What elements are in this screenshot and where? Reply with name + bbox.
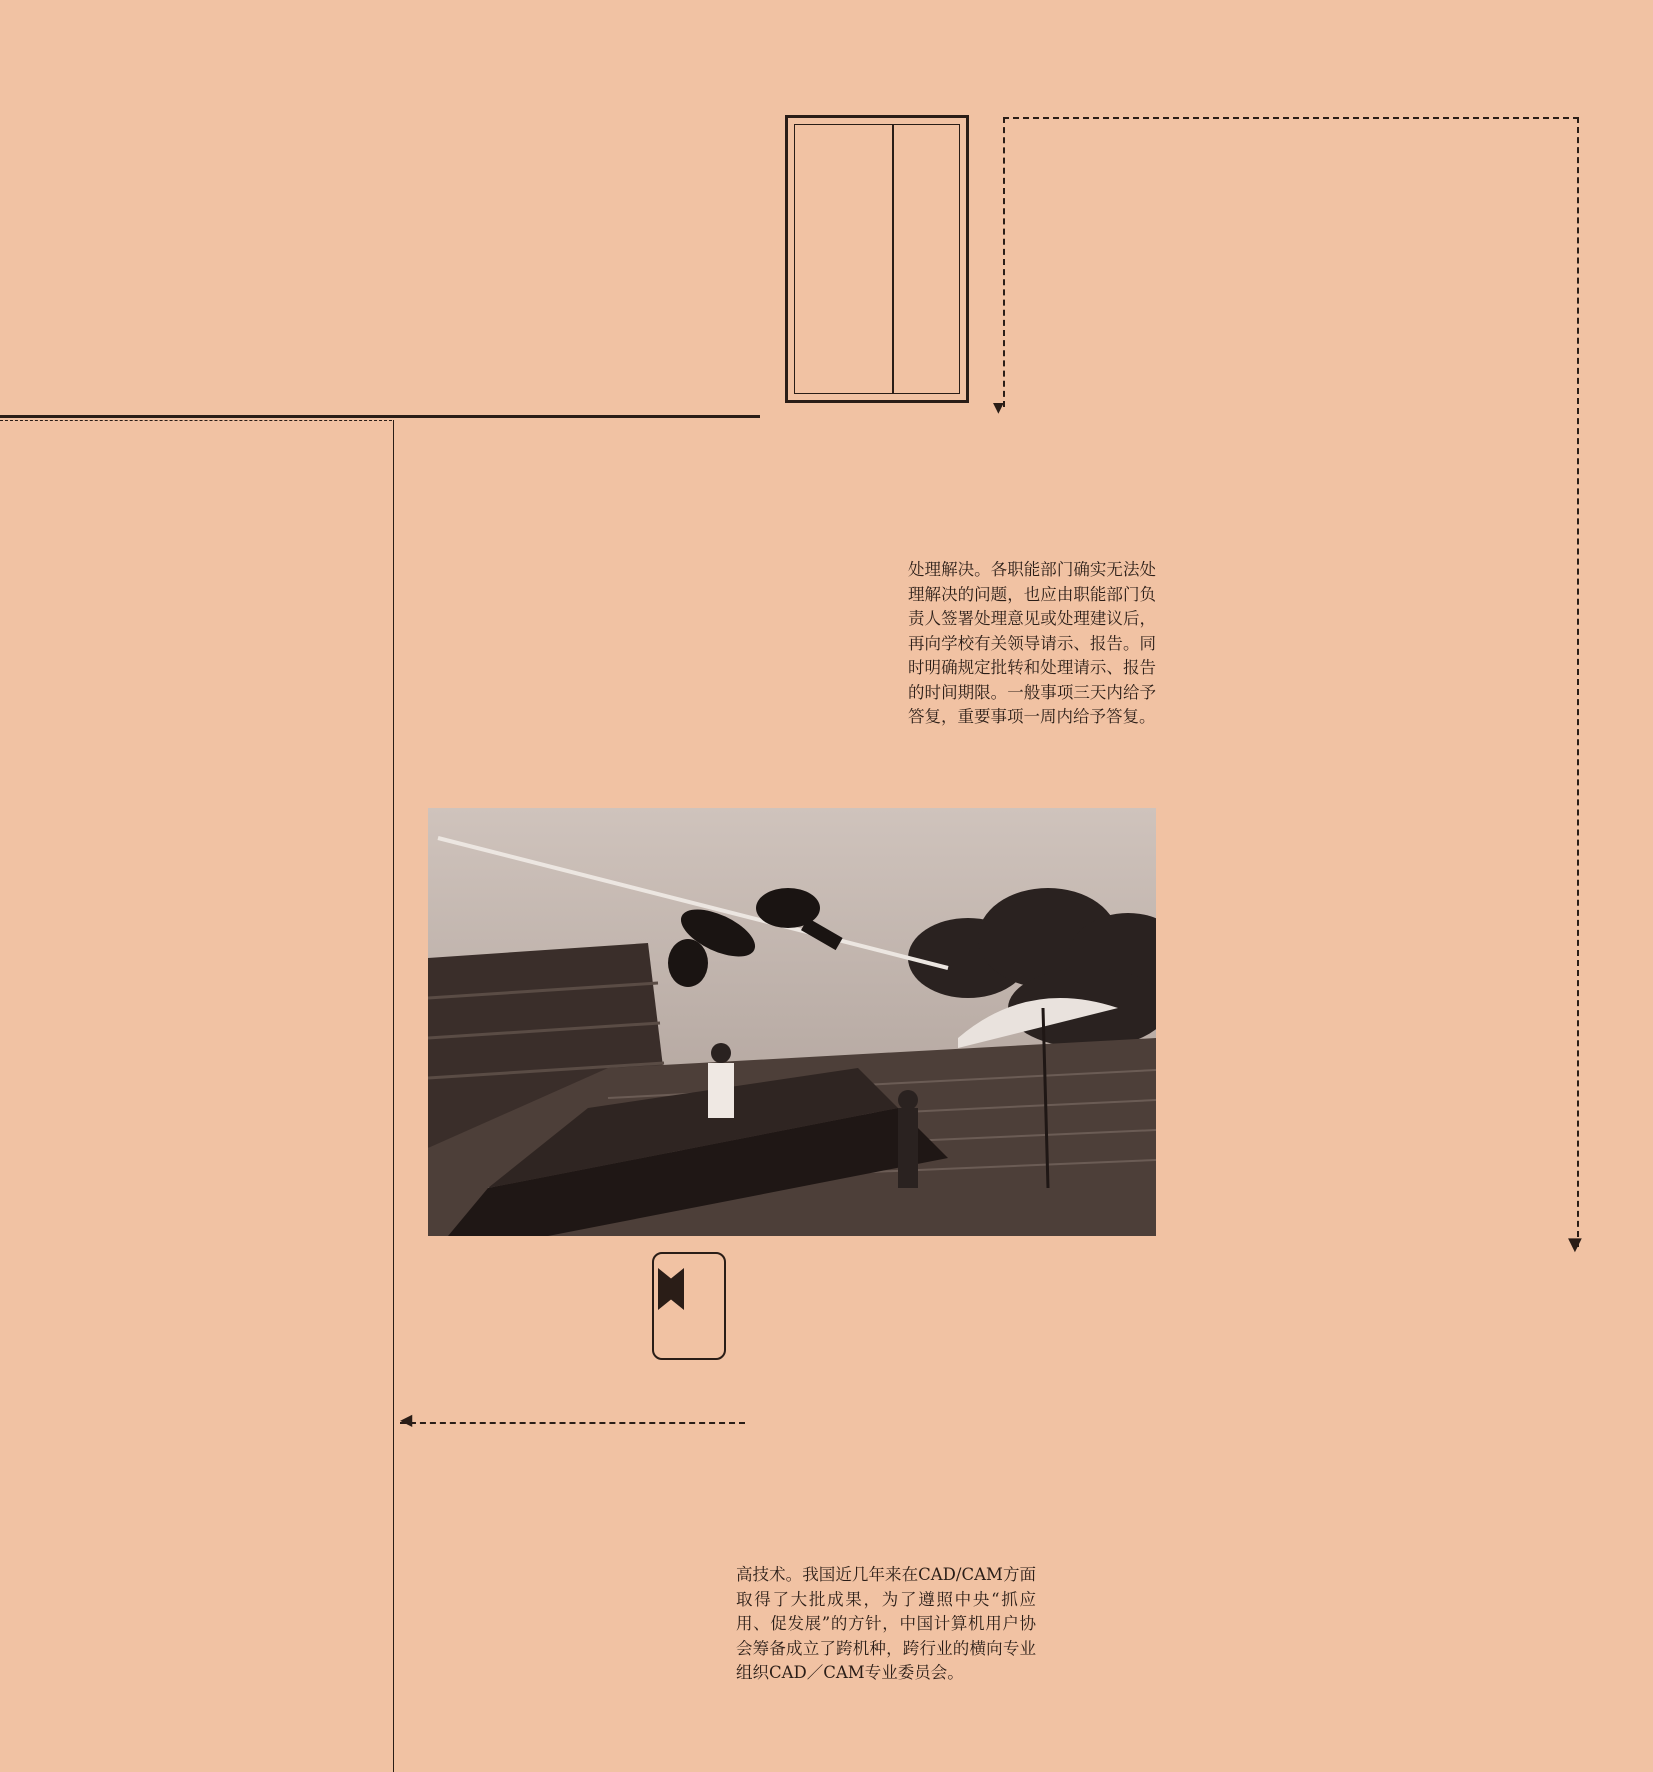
high-jump-photo-image [428,808,1156,1236]
youth-story-col2 [1055,1476,1305,1772]
right-story-upper [1022,128,1410,425]
center-story-col2 [655,558,893,798]
cad-story-col2: 高技术。我国近几年来在CAD/CAM方面取得了大批成果，为了遵照中央“抓应用、促发展”的方针，中国计算机用户协会筹备成立了跨机种，跨行业的横向专业组织CAD／CAM专业委员会。 [736,1565,1036,1682]
high-jump-photo [428,808,1156,1236]
center-story-col3: 处理解决。各职能部门确实无法处理解决的问题，也应由职能部门负责人签署处理意见或处理建议后，再向学校有关领导请示、报告。同时明确规定批转和处理请示、报告的时间期限。一般事项三天内给予答复，重要事项一周内给予答复。 [908,560,1156,726]
arrow-marker-icon: ▼ [1568,1234,1582,1255]
photo-rule [400,1422,745,1424]
masthead-rule [0,415,760,418]
cad-story-col1 [400,1563,720,1772]
right-story-frame-left [1003,117,1005,407]
arrow-marker-icon: ◀ [400,1410,413,1429]
left-story-narrow [148,425,386,1343]
photo-caption [425,1246,650,1346]
arrow-marker-icon: ▼ [993,400,1004,416]
column-divider [393,420,394,1772]
left-story-wide [2,1350,385,1745]
date-box [785,115,969,403]
center-story-col1 [401,558,636,798]
photo-news-badge [652,1252,726,1360]
right-story-lower [1196,430,1564,1200]
left-story-frame [0,420,392,421]
youth-story-col3 [1326,1384,1568,1772]
